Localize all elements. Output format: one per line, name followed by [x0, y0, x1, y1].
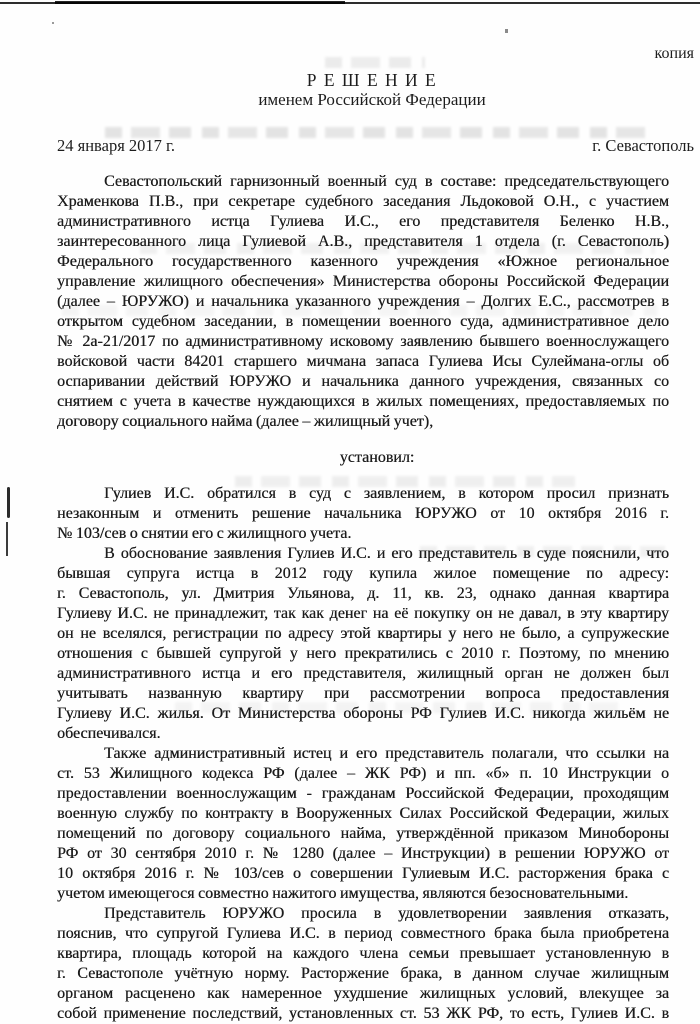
- text-line: он не вселялся, регистрации по адресу этой квартиры у него не было, а супружеские: [57, 625, 669, 642]
- ustanovil-heading: [85, 448, 669, 468]
- text-line: Севастопольский гарнизонный военный суд в составе: председательствующего: [104, 173, 669, 190]
- text-line: административного истца и его представителя, жилищный орган не должен был: [57, 665, 669, 682]
- text-line: учетом имеющегося совместно нажитого имущества, являются безосновательными.: [57, 885, 629, 902]
- text-line: г. Севастополе учётную норму. Расторжение брака, в данном случае жилищным: [57, 965, 669, 982]
- text-line: Также административный истец и его представитель полагали, что ссылки на: [104, 745, 669, 762]
- text-line: обеспечивался.: [57, 725, 161, 742]
- text-line: РФ от 30 сентября 2010 г. № 1280 (далее – Инструкции) в решении ЮРУЖО от: [57, 845, 669, 862]
- text-line: открытом судебном заседании, в помещении военного суда, административное дело: [57, 313, 669, 330]
- text-line: Федерального государственного казенного учреждения «Южное региональное: [57, 253, 669, 270]
- decision-subtitle: именем Российской Федерации: [258, 90, 486, 109]
- document-body: [57, 172, 669, 1024]
- text-line: отношения с бывшей супругой у него прекратились с 2010 г. Поэтому, по мнению: [57, 645, 669, 662]
- preamble: [57, 172, 669, 432]
- text-line: ст. 53 Жилищного кодекса РФ (далее – ЖК РФ) и пп. «б» п. 10 Инструкции о: [57, 765, 669, 782]
- document-heading: [66, 70, 678, 110]
- text-line: В обоснование заявления Гулиев И.С. и его представитель в суде пояснили, что: [104, 545, 669, 562]
- text-line: войсковой части 84201 старшего мичмана запаса Гулиева Исы Сулеймана-оглы об: [57, 353, 669, 370]
- text-line: учитывать названную квартиру при рассмотрении вопроса предоставления: [57, 685, 669, 702]
- text-line: помещений по договору социального найма, утверждённой приказом Минобороны: [57, 825, 669, 842]
- text-line: установил:: [339, 449, 415, 466]
- text-line: договору социального найма (далее – жилищный учет),: [57, 413, 434, 430]
- text-line: собой применение последствий, установленных ст. 53 ЖК РФ, то есть, Гулиев И.С. в: [57, 1005, 669, 1022]
- text-line: Гулиеву И.С. жилья. От Министерства обороны РФ Гулиев И.С. никогда жильём не: [57, 705, 669, 722]
- text-line: Представитель ЮРУЖО просила в удовлетворении заявления отказать,: [104, 905, 669, 922]
- decision-title: Р Е Ш Е Н И Е: [306, 70, 438, 90]
- para-substantiation: [57, 544, 669, 744]
- text-line: бывшая супруга истца в 2012 году купила жилое помещение по адресу:: [57, 565, 669, 582]
- text-line: № 103/сев о снятии его с жилищного учета.: [57, 525, 352, 542]
- text-line: незаконным и отменить решение начальника ЮРУЖО от 10 октября 2016 г.: [57, 505, 669, 522]
- text-line: Гулиев И.С. обратился в суд с заявлением, в котором просил признать: [104, 485, 669, 502]
- text-line: заинтересованного лица Гулиевой А.В., представителя 1 отдела (г. Севастополь): [57, 233, 669, 250]
- para-references: [57, 744, 669, 904]
- text-line: 10 октября 2016 г. № 103/сев о совершении Гулиевым И.С. расторжения брака с: [57, 865, 669, 882]
- text-line: квартира, площадь которой на каждого члена семьи превышает установленную в: [57, 945, 669, 962]
- text-line: предоставлении военнослужащим - гражданам Российской Федерации, проходящим: [57, 785, 669, 802]
- text-line: Гулиеву И.С. не принадлежит, так как денег на её покупку он не давал, в эту квартиру: [57, 605, 669, 622]
- para-claim: [57, 484, 669, 544]
- decision-city: г. Севастополь: [592, 136, 694, 155]
- text-line: (далее – ЮРУЖО) и начальника указанного учреждения – Долгих Е.С., рассмотрев в: [57, 293, 669, 310]
- copy-stamp: копия: [654, 45, 694, 62]
- text-line: № 2а-21/2017 по административному исковому заявлению бывшего военнослужащего: [57, 333, 669, 350]
- text-line: г. Севастополь, ул. Дмитрия Ульянова, д. 11, кв. 23, однако данная квартира: [57, 585, 669, 602]
- text-line: Храменкова П.В., при секретаре судебного заседания Льдоковой О.Н., с участием: [57, 193, 669, 210]
- decision-date: 24 января 2017 г.: [57, 136, 176, 155]
- text-line: снятием с учета в качестве нуждающихся в жилых помещениях, предоставляемых по: [57, 393, 669, 410]
- text-line: военную службу по контракту в Вооруженных Силах Российской Федерации, жилых: [57, 805, 669, 822]
- text-line: пояснив, что супругой Гулиева И.С. в период совместного брака была приобретена: [57, 925, 669, 942]
- text-line: административного истца Гулиева И.С., его представителя Беленко Н.В.,: [57, 213, 669, 230]
- text-line: оспаривании действий ЮРУЖО и начальника данного учреждения, связанных со: [57, 373, 669, 390]
- text-line: управление жилищного обеспечения» Министерства обороны Российской Федерации: [57, 273, 669, 290]
- date-place-row: [57, 136, 694, 156]
- para-respondent: [57, 904, 669, 1024]
- text-line: органом расценено как намеренное ухудшение жилищных условий, влекущее за: [57, 985, 669, 1002]
